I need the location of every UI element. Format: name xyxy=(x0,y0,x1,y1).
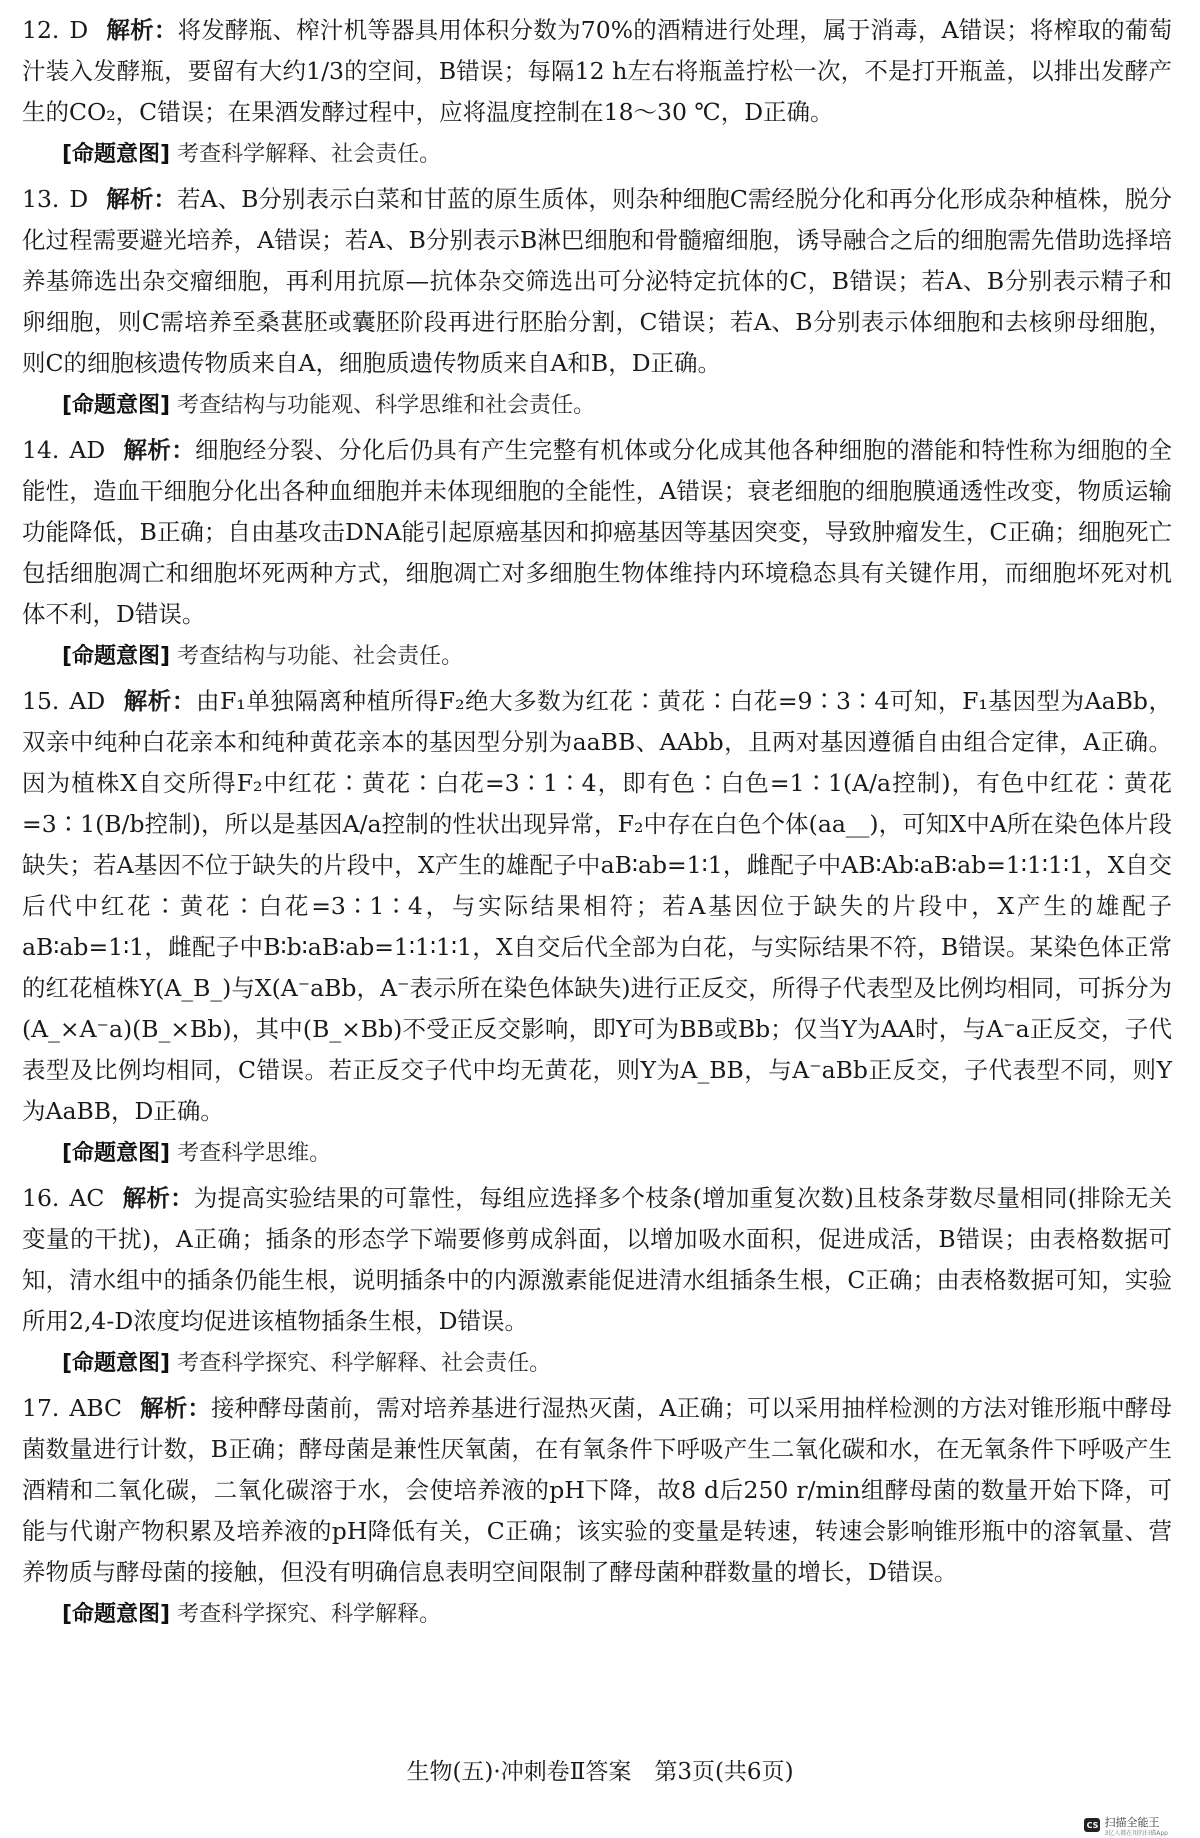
scanner-tagline: 3亿人都在用的扫描App xyxy=(1104,1829,1168,1837)
proposition-intent xyxy=(62,386,1172,426)
question-number: 17. xyxy=(22,1394,60,1422)
answer-choice: ABC xyxy=(69,1394,123,1422)
intent-tag: [命题意图] xyxy=(62,142,171,167)
proposition-intent xyxy=(62,135,1172,175)
page-footer: 生物(五)·冲刺卷Ⅱ答案 第3页(共6页) xyxy=(406,1759,794,1785)
analysis-text: 将发酵瓶、榨汁机等器具用体积分数为70%的酒精进行处理，属于消毒，A错误；将榨取的葡萄汁装入发酵瓶，要留有大约1/3的空间，B错误；每隔12 h左右将瓶盖拧松一次，不是打开瓶盖，以排出发酵产生的CO₂，C错误；在果酒发酵过程中，应将温度控制在18～30 ℃，D正确。 xyxy=(22,16,1173,126)
proposition-intent xyxy=(62,1134,1172,1174)
intent-text: 考查科学思维。 xyxy=(177,1141,332,1166)
analysis-text: 若A、B分别表示白菜和甘蓝的原生质体，则杂种细胞C需经脱分化和再分化形成杂种植株，脱分化过程需要避光培养，A错误；若A、B分别表示B淋巴细胞和骨髓瘤细胞，诱导融合之后的细胞需先借助选择培养基筛选出杂交瘤细胞，再利用抗原—抗体杂交筛选出可分泌特定抗体的C，B错误；若A、B分别表示精子和卵细胞，则C需培养至桑葚胚或囊胚阶段再进行胚胎分割，C错误；若A、B分别表示体细胞和去核卵母细胞，则C的细胞核遗传物质来自A，细胞质遗传物质来自A和B，D正确。 xyxy=(22,185,1172,377)
analysis-label: 解析： xyxy=(123,436,196,464)
intent-tag: [命题意图] xyxy=(62,393,171,418)
analysis-text: 由F₁单独隔离种植所得F₂绝大多数为红花∶黄花∶白花=9∶3∶4可知，F₁基因型为AaBb，双亲中纯种白花亲本和纯种黄花亲本的基因型分别为aaBB、AAbb，且两对基因遵循自由组合定律，A正确。因为植株X自交所得F₂中红花∶黄花∶白花=3∶1∶4，即有色∶白色=1∶1(A/a控制)，有色中红花∶黄花=3∶1(B/b控制)，所以是基因A/a控制的性状出现异常，F₂中存在白色个体(aa__)，可知X中A所在染色体片段缺失；若A基因不位于缺失的片段中，X产生的雄配子中aB∶ab=1∶1，雌配子中AB∶Ab∶aB∶ab=1∶1∶1∶1，X自交后代中红花∶黄花∶白花=3∶1∶4，与实际结果相符；若A基因位于缺失的片段中，X产生的雄配子aB∶ab=1∶1，雌配子中B∶b∶aB∶ab=1∶1∶1∶1，X自交后代全部为白花，与实际结果不符，B错误。某染色体正常的红花植株Y(A_B_)与X(A⁻aBb，A⁻表示所在染色体缺失)进行正反交，所得子代表型及比例均相同，可拆分为(A_×A⁻a)(B_×Bb)，其中(B_×Bb)不受正反交影响，即Y可为BB或Bb；仅当Y为AA时，与A⁻a正反交，子代表型及比例均相同，C错误。若正反交子代中均无黄花，则Y为A_BB，与A⁻aBb正反交，子代表型不同，则Y为AaBB，D正确。 xyxy=(22,687,1172,1125)
scanner-watermark xyxy=(1084,1815,1168,1837)
answer-item-15 xyxy=(22,681,1172,1174)
intent-text: 考查科学探究、科学解释。 xyxy=(177,1602,442,1627)
answer-page xyxy=(22,10,1172,1639)
question-number: 16. xyxy=(22,1184,60,1212)
analysis-text: 接种酵母菌前，需对培养基进行湿热灭菌，A正确；可以采用抽样检测的方法对锥形瓶中酵母菌数量进行计数，B正确；酵母菌是兼性厌氧菌，在有氧条件下呼吸产生二氧化碳和水，在无氧条件下呼吸产生酒精和二氧化碳，二氧化碳溶于水，会使培养液的pH下降，故8 d后250 r/min组酵母菌的数量开始下降，可能与代谢产物积累及培养液的pH降低有关，C正确；该实验的变量是转速，转速会影响锥形瓶中的溶氧量、营养物质与酵母菌的接触，但没有明确信息表明空间限制了酵母菌种群数量的增长，D错误。 xyxy=(22,1394,1172,1586)
intent-tag: [命题意图] xyxy=(62,1141,171,1166)
answer-item-16 xyxy=(22,1178,1172,1384)
answer-body xyxy=(22,430,1172,635)
proposition-intent xyxy=(62,637,1172,677)
analysis-text: 细胞经分裂、分化后仍具有产生完整有机体或分化成其他各种细胞的潜能和特性称为细胞的全能性，造血干细胞分化出各种血细胞并未体现细胞的全能性，A错误；衰老细胞的细胞膜通透性改变，物质运输功能降低，B正确；自由基攻击DNA能引起原癌基因和抑癌基因等基因突变，导致肿瘤发生，C正确；细胞死亡包括细胞凋亡和细胞坏死两种方式，细胞凋亡对多细胞生物体维持内环境稳态具有关键作用，而细胞坏死对机体不利，D错误。 xyxy=(22,436,1173,628)
answer-body xyxy=(22,681,1172,1132)
answer-item-12 xyxy=(22,10,1172,175)
analysis-text: 为提高实验结果的可靠性，每组应选择多个枝条(增加重复次数)且枝条芽数尽量相同(排除无关变量的干扰)，A正确；插条的形态学下端要修剪成斜面，以增加吸水面积，促进成活，B错误；由表格数据可知，清水组中的插条仍能生根，说明插条中的内源激素能促进清水组插条生根，C正确；由表格数据可知，实验所用2,4-D浓度均促进该植物插条生根，D错误。 xyxy=(22,1184,1172,1335)
answer-body xyxy=(22,1178,1172,1342)
analysis-label: 解析： xyxy=(106,185,177,213)
answer-choice: AD xyxy=(69,687,106,715)
answer-item-17 xyxy=(22,1388,1172,1635)
answer-body xyxy=(22,179,1172,384)
analysis-label: 解析： xyxy=(122,1184,194,1212)
intent-tag: [命题意图] xyxy=(62,1351,171,1376)
answer-body xyxy=(22,1388,1172,1593)
analysis-label: 解析： xyxy=(123,687,196,715)
question-number: 12. xyxy=(22,16,60,44)
intent-tag: [命题意图] xyxy=(62,644,171,669)
question-number: 13. xyxy=(22,185,60,213)
answer-choice: AD xyxy=(69,436,106,464)
answer-choice: D xyxy=(69,16,89,44)
question-number: 15. xyxy=(22,687,60,715)
answer-item-14 xyxy=(22,430,1172,677)
answer-body xyxy=(22,10,1172,133)
scanner-logo-icon: CS xyxy=(1084,1818,1100,1832)
intent-text: 考查结构与功能观、科学思维和社会责任。 xyxy=(177,393,596,418)
scanner-watermark-text xyxy=(1104,1814,1168,1837)
question-number: 14. xyxy=(22,436,60,464)
intent-text: 考查科学探究、科学解释、社会责任。 xyxy=(177,1351,552,1376)
proposition-intent xyxy=(62,1344,1172,1384)
proposition-intent xyxy=(62,1595,1172,1635)
scanner-name: 扫描全能王 xyxy=(1104,1815,1160,1829)
answer-choice: AC xyxy=(69,1184,105,1212)
answer-item-13 xyxy=(22,179,1172,426)
analysis-label: 解析： xyxy=(140,1394,211,1422)
intent-text: 考查科学解释、社会责任。 xyxy=(177,142,442,167)
intent-tag: [命题意图] xyxy=(62,1602,171,1627)
answer-choice: D xyxy=(69,185,89,213)
intent-text: 考查结构与功能、社会责任。 xyxy=(177,644,464,669)
analysis-label: 解析： xyxy=(106,16,178,44)
